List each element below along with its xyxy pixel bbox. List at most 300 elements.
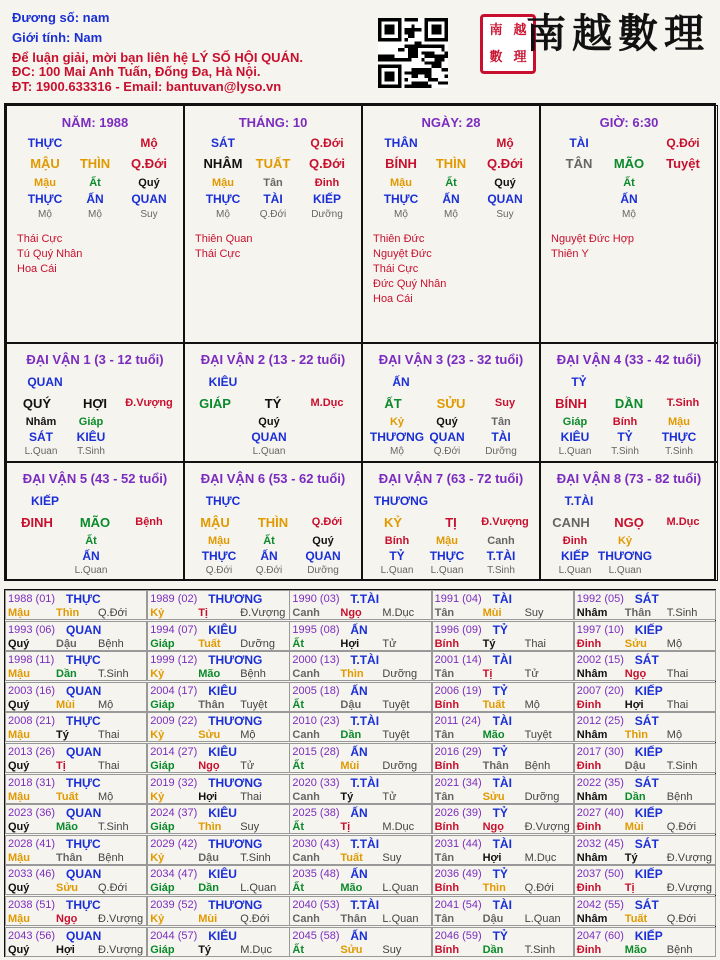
year-star: SÁT (634, 836, 659, 851)
year-star: T.TÀI (350, 714, 380, 729)
dai-van-tang: Quý (258, 416, 280, 428)
year-label: 1990 (03) (292, 593, 340, 605)
seal-char: 數 (489, 49, 503, 65)
year-chi: Mùi (624, 821, 644, 834)
year-chi: Tuất (198, 637, 221, 650)
dai-van-stage: Dưỡng (307, 565, 339, 576)
year-star: QUAN (66, 745, 102, 759)
dai-van-ten: TỶ (617, 430, 633, 444)
dai-van-ten: THƯƠNG (597, 549, 653, 563)
year-chi: Thìn (198, 821, 222, 834)
year-can: Bính (434, 943, 460, 956)
year-star: ẤN (350, 806, 368, 821)
address-line: ĐC: 100 Mai Anh Tuấn, Đống Đa, Hà Nội. (12, 64, 261, 79)
year-cell (289, 927, 431, 957)
year-label: 1995 (08) (292, 623, 340, 636)
dai-van-title: ĐẠI VẬN 6 (53 - 62 tuổi) (200, 471, 346, 486)
year-can: Bính (434, 821, 460, 834)
dai-van-cell (6, 343, 184, 462)
year-label: 2007 (20) (576, 684, 624, 697)
year-label: 2031 (44) (434, 837, 482, 850)
year-star: ẤN (350, 867, 368, 882)
dai-van-cell (184, 462, 362, 581)
year-star: THỰC (66, 653, 101, 668)
star-item: Thiên Y (551, 248, 589, 260)
dai-van-stage: T.Sinh (665, 446, 693, 457)
duong-so-label: Đương số: nam (12, 10, 110, 25)
year-label: 2004 (17) (150, 684, 198, 697)
year-star: KIẾP (634, 683, 663, 698)
year-star: QUAN (66, 928, 102, 943)
year-can: Mậu (8, 668, 30, 681)
dai-van-ten: THỰC (661, 430, 697, 444)
year-can: Đinh (576, 637, 602, 650)
year-stage: Tử (382, 790, 397, 803)
year-label: 1993 (06) (8, 623, 56, 636)
year-can: Quý (8, 821, 30, 834)
year-cell (432, 835, 574, 865)
pillar-row4: ẤN (442, 192, 460, 206)
year-stage: Thai (524, 637, 546, 650)
year-cell (574, 835, 716, 865)
year-cell (289, 835, 431, 865)
year-star: T.TÀI (350, 592, 380, 606)
dai-van-ten: THƯƠNG (369, 430, 425, 444)
year-can: Quý (8, 760, 30, 772)
year-chi: Thân (198, 698, 225, 711)
year-cell (432, 774, 574, 804)
dai-van-stage: Q.Đới (205, 565, 233, 576)
year-chi: Mùi (198, 913, 218, 925)
year-chi: Tuất (624, 913, 648, 925)
dai-van-tang: Ất (263, 535, 275, 547)
dai-van-stage: T.Sinh (487, 565, 515, 576)
pillar-row4: KIẾP (312, 192, 342, 206)
year-star: TÀI (492, 653, 512, 668)
dai-van-tang: Nhâm (25, 416, 57, 428)
year-cell (147, 621, 289, 651)
dai-van-top: QUAN (27, 375, 63, 389)
dai-van-ten: THỰC (201, 549, 237, 563)
year-label: 2010 (23) (292, 715, 340, 728)
dai-van-tang: Tân (491, 416, 511, 428)
year-can: Tân (434, 790, 455, 803)
header (0, 0, 720, 100)
year-star: KIÊU (208, 683, 237, 698)
year-chi: Mùi (56, 698, 75, 711)
year-can: Quý (8, 943, 30, 956)
year-label: 1992 (05) (576, 593, 624, 605)
dai-van-tang: Giáp (562, 416, 588, 428)
year-star: SÁT (634, 592, 659, 606)
year-can: Giáp (150, 760, 175, 772)
year-star: TÀI (492, 898, 512, 912)
year-label: 2042 (55) (576, 899, 624, 911)
dai-van-stage: L.Quan (24, 446, 58, 457)
year-stage: Thai (666, 698, 689, 711)
dai-van-can: GIÁP (199, 396, 231, 411)
year-cell (147, 896, 289, 926)
year-can: Đinh (576, 698, 602, 711)
year-label: 2013 (26) (8, 746, 56, 758)
year-chi: Mão (482, 729, 505, 742)
year-stage: Thai (240, 790, 262, 803)
year-stage: Suy (382, 943, 402, 956)
dai-van-title: ĐẠI VẬN 2 (13 - 22 tuổi) (200, 352, 346, 367)
year-label: 2043 (56) (8, 929, 56, 942)
year-star: THỰC (66, 836, 101, 851)
dai-van-ten: KIẾP (560, 549, 590, 563)
dai-van-stage: T.Sinh (611, 446, 639, 457)
pillar-row1: SÁT (211, 136, 235, 150)
year-star: QUAN (66, 806, 102, 821)
dai-van-top: TỶ (571, 375, 587, 389)
pillar-row3: Mậu (34, 177, 56, 189)
year-chi: Tị (198, 607, 208, 619)
year-label: 2009 (22) (150, 715, 198, 728)
year-can: Giáp (150, 698, 175, 711)
year-cell (5, 774, 147, 804)
year-can: Đinh (576, 882, 602, 895)
year-chi: Mão (56, 821, 78, 834)
year-stage: Suy (382, 851, 402, 864)
pillar-row3: Mậu (212, 177, 234, 189)
dai-van-ten: ẤN (260, 549, 278, 563)
year-can: Giáp (150, 821, 175, 834)
year-chi: Thìn (56, 607, 80, 619)
year-star: TÀI (492, 714, 512, 729)
year-star: T.TÀI (350, 836, 380, 851)
year-chi: Tị (56, 760, 66, 772)
year-label: 2014 (27) (150, 746, 198, 758)
year-chi: Dậu (340, 698, 362, 711)
year-can: Kỷ (150, 668, 165, 681)
dai-van-chi: TỊ (445, 515, 457, 530)
year-chi: Dần (198, 882, 219, 895)
dai-van-state: Đ.Vượng (125, 397, 173, 409)
year-cell (5, 621, 147, 651)
year-can: Tân (434, 668, 455, 681)
year-label: 2017 (30) (576, 746, 624, 758)
year-star: TỶ (492, 806, 508, 821)
year-chi: Ngọ (482, 821, 504, 834)
year-stage: L.Quan (524, 913, 561, 925)
year-chi: Sửu (482, 790, 505, 803)
dai-van-chi: NGỌ (614, 515, 644, 530)
year-chi: Dậu (482, 913, 504, 925)
pillar-row1: THÂN (384, 136, 418, 150)
year-can: Kỷ (150, 913, 165, 925)
year-label: 1994 (07) (150, 623, 198, 636)
year-chi: Mùi (482, 607, 502, 619)
dai-van-stage: Q.Đới (255, 565, 283, 576)
year-star: THỰC (66, 714, 101, 729)
pillar-row4: QUAN (131, 192, 167, 206)
dai-van-top: T.TÀI (564, 494, 594, 508)
year-label: 2029 (42) (150, 837, 198, 850)
year-cell (147, 712, 289, 742)
year-label: 2016 (29) (434, 746, 482, 758)
year-star: KIÊU (208, 867, 237, 882)
year-label: 2011 (24) (434, 715, 481, 728)
pillar-cell (540, 105, 718, 343)
pillar-row3: Tân (263, 177, 283, 189)
pillar-row3: Ất (89, 177, 101, 189)
year-can: Đinh (576, 760, 602, 772)
year-can: Mậu (8, 790, 30, 803)
year-chi: Hợi (482, 851, 502, 864)
year-chi: Tý (198, 943, 212, 956)
year-cell (147, 774, 289, 804)
year-stage: Suy (240, 821, 260, 834)
year-chi: Sửu (56, 882, 79, 895)
year-can: Giáp (150, 943, 175, 956)
year-stage: M.Dục (240, 943, 272, 956)
year-stage: Đ.Vượng (524, 821, 570, 834)
pillar-stars (17, 232, 82, 277)
year-stage: Q.Đới (98, 882, 128, 895)
dai-van-tang: Bính (612, 416, 638, 428)
year-chi: Dần (624, 790, 646, 803)
dai-van-cell (362, 462, 540, 581)
dai-van-stage: Mộ (390, 446, 404, 457)
year-can: Đinh (576, 821, 602, 834)
year-can: Tân (434, 913, 455, 925)
dai-van-cell (6, 462, 184, 581)
star-item: Hoa Cái (373, 293, 413, 305)
dai-van-chi: TÝ (264, 396, 282, 411)
year-can: Kỷ (150, 607, 165, 619)
year-star: THƯƠNG (208, 653, 263, 668)
year-stage: Dưỡng (382, 760, 418, 772)
pillar-title: NGÀY: 28 (421, 115, 481, 130)
year-can: Bính (434, 882, 460, 895)
year-star: THƯƠNG (208, 592, 263, 606)
pillar-row4: TÀI (263, 192, 283, 206)
year-can: Nhâm (576, 668, 608, 681)
year-cell (574, 682, 716, 712)
year-can: Canh (292, 607, 320, 619)
year-stage: Mộ (666, 729, 683, 742)
pillar-row5: Mộ (444, 209, 458, 220)
year-can: Ất (292, 698, 304, 711)
year-stage: M.Dục (524, 851, 557, 864)
year-star: SÁT (634, 653, 659, 668)
dai-van-chi: DẦN (614, 396, 644, 411)
year-cell (289, 774, 431, 804)
year-label: 2005 (18) (292, 684, 340, 697)
pillar-row1: Mộ (496, 136, 514, 150)
year-can: Ất (292, 943, 304, 956)
dai-van-tang: Đinh (562, 535, 588, 547)
pillar-row2: NHÂM (203, 156, 243, 171)
pillar-row3: Quý (138, 177, 160, 189)
year-chi: Dậu (624, 760, 646, 772)
year-can: Mậu (8, 851, 30, 864)
dai-van-top: THỰC (205, 494, 241, 508)
dai-van-can: CANH (552, 515, 590, 530)
dai-van-ten: KIÊU (560, 430, 590, 444)
year-chi: Sửu (340, 943, 363, 956)
year-label: 2021 (34) (434, 776, 482, 789)
year-can: Mậu (8, 729, 30, 742)
year-chi: Sửu (624, 637, 647, 650)
year-stage: L.Quan (382, 913, 419, 925)
year-cell (5, 743, 147, 773)
year-label: 2027 (40) (576, 807, 624, 820)
year-stage: Tuyệt (524, 729, 552, 742)
pillar-row3: Đinh (314, 177, 340, 189)
dai-van-chi: THÌN (257, 515, 289, 530)
dai-van-title: ĐẠI VẬN 3 (23 - 32 tuổi) (378, 352, 524, 367)
year-label: 1997 (10) (576, 623, 624, 636)
pillar-row5: Mộ (88, 209, 102, 220)
year-cell (5, 865, 147, 895)
year-cell (574, 804, 716, 834)
year-chi: Hợi (624, 698, 644, 711)
year-stage: Thai (666, 668, 689, 681)
dai-van-stage: L.Quan (608, 565, 642, 576)
year-star: T.TÀI (350, 653, 380, 668)
dai-van-can: ĐINH (21, 515, 53, 530)
star-item: Nguyệt Đức Hợp (551, 233, 635, 245)
year-can: Kỷ (150, 851, 165, 864)
year-chi: Tị (482, 668, 493, 681)
year-can: Canh (292, 668, 320, 681)
year-star: KIẾP (634, 806, 663, 821)
year-can: Quý (8, 882, 30, 895)
year-star: SÁT (634, 775, 659, 790)
year-label: 2034 (47) (150, 868, 198, 881)
dai-van-ten: TÀI (491, 430, 511, 444)
year-star: T.TÀI (350, 775, 380, 790)
year-chi: Ngọ (198, 760, 220, 772)
dai-van-tang: Mậu (668, 416, 690, 428)
dai-van-tang: Kỷ (617, 535, 633, 547)
year-stage: T.Sinh (666, 760, 698, 772)
year-chi: Thân (482, 760, 509, 772)
year-stage: Mộ (666, 637, 683, 650)
gioi-tinh-label: Giới tính: Nam (12, 30, 103, 45)
dai-van-cell (540, 462, 718, 581)
dai-van-tang: Mậu (436, 535, 458, 547)
dai-van-stage: Dưỡng (485, 446, 517, 457)
year-star: KIÊU (208, 745, 237, 759)
qr-code-icon (378, 18, 448, 88)
pillar-row5: Mộ (622, 209, 636, 220)
pillar-row3: Ất (623, 177, 635, 189)
year-cell (289, 865, 431, 895)
pillar-row4: ẤN (86, 192, 104, 206)
year-chi: Ngọ (340, 607, 362, 619)
year-star: THƯƠNG (208, 898, 263, 912)
year-chi: Thìn (482, 882, 506, 895)
year-label: 1988 (01) (8, 593, 56, 605)
year-chi: Ngọ (624, 668, 647, 681)
year-stage: Thai (98, 760, 120, 772)
dai-van-top: ẤN (392, 375, 410, 389)
year-stage: M.Dục (382, 607, 415, 619)
year-chi: Dần (340, 729, 362, 742)
year-label: 2025 (38) (292, 807, 340, 820)
year-label: 2047 (60) (576, 929, 624, 942)
year-chi: Tị (340, 821, 351, 834)
year-chi: Tị (624, 882, 635, 895)
year-star: QUAN (66, 622, 102, 637)
dai-van-title: ĐẠI VẬN 5 (43 - 52 tuổi) (22, 471, 168, 486)
dai-van-state: Bệnh (135, 516, 163, 528)
year-stage: Bệnh (524, 760, 551, 772)
year-can: Đinh (576, 943, 602, 956)
dai-van-stage: T.Sinh (77, 446, 105, 457)
year-cell (432, 804, 574, 834)
pillar-stars (551, 232, 634, 262)
dai-van-ten: T.TÀI (486, 549, 516, 563)
year-star: T.TÀI (350, 898, 380, 912)
year-cell (432, 896, 574, 926)
pillar-row5: Dưỡng (311, 209, 343, 220)
year-chi: Hợi (56, 943, 75, 956)
star-item: Thái Cực (17, 233, 63, 245)
year-star: TỶ (492, 928, 508, 943)
year-can: Tân (434, 729, 455, 742)
year-can: Tân (434, 607, 455, 619)
year-stage: T.Sinh (666, 607, 698, 619)
year-label: 2018 (31) (8, 776, 56, 789)
dai-van-can: ẤT (384, 396, 402, 411)
year-can: Nhâm (576, 607, 608, 619)
dai-van-cell (540, 343, 718, 462)
year-star: TỶ (492, 622, 508, 637)
seal-char: 南 (489, 22, 503, 38)
year-stage: Tuyệt (240, 698, 268, 711)
year-stage: Đ.Vượng (666, 851, 712, 864)
year-stage: Đ.Vượng (666, 882, 712, 895)
year-cell (289, 651, 431, 681)
year-label: 2033 (46) (8, 868, 56, 881)
dai-van-top: KIẾP (30, 494, 60, 508)
pillar-row2: Q.Đới (131, 156, 167, 171)
year-cell (147, 651, 289, 681)
year-chi: Mão (198, 668, 221, 681)
year-stage: Dưỡng (524, 790, 560, 803)
year-stage: T.Sinh (524, 943, 556, 956)
dai-van-ten: TỶ (389, 549, 405, 563)
year-label: 1996 (09) (434, 623, 482, 636)
year-label: 2038 (51) (8, 899, 56, 911)
year-chi: Tuất (340, 851, 363, 864)
year-cell (432, 712, 574, 742)
year-table (4, 589, 716, 957)
pillar-cell (362, 105, 540, 343)
year-cell (574, 621, 716, 651)
year-can: Canh (292, 729, 320, 742)
year-stage: Q.Đới (240, 913, 270, 925)
dai-van-chi: MÃO (79, 515, 111, 530)
year-label: 2003 (16) (8, 684, 56, 697)
year-label: 2023 (36) (8, 807, 56, 820)
dai-van-top: KIÊU (208, 375, 238, 389)
year-chi: Tuất (56, 790, 79, 803)
dai-van-cell (184, 343, 362, 462)
pillar-row2: TÂN (565, 156, 593, 171)
year-star: ẤN (350, 622, 368, 637)
brand-logo: 南越數理 (526, 10, 710, 57)
year-cell (432, 621, 574, 651)
year-can: Nhâm (576, 790, 608, 803)
year-star: KIÊU (208, 622, 237, 637)
year-can: Bính (434, 637, 460, 650)
